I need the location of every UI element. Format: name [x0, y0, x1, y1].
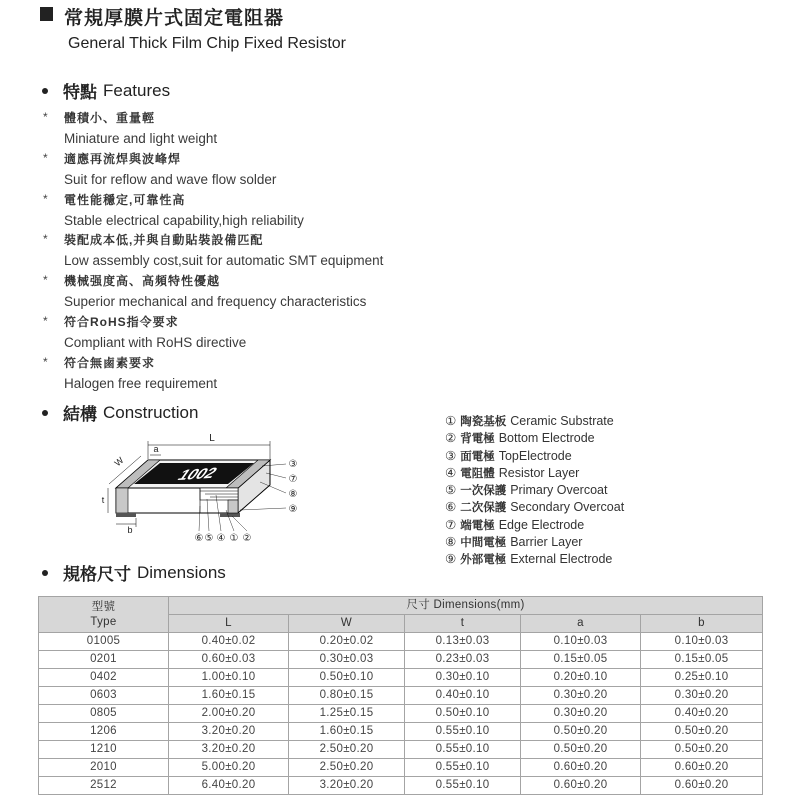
dimension-cell: 0.50±0.20 — [521, 741, 641, 759]
dimension-cell: 0.30±0.10 — [405, 669, 521, 687]
features-heading — [42, 78, 170, 103]
table-row — [39, 687, 763, 705]
dimension-cell: 0.20±0.02 — [289, 633, 405, 651]
legend-number: ② — [445, 431, 457, 446]
table-row — [39, 633, 763, 651]
dimension-cell: 0.40±0.20 — [641, 705, 763, 723]
type-cell: 2010 — [39, 759, 169, 777]
right-end-electrode-front — [228, 500, 238, 513]
dimension-cell: 0.80±0.15 — [289, 687, 405, 705]
table-row — [39, 705, 763, 723]
legend-item — [445, 534, 582, 550]
left-end-electrode-front — [116, 488, 128, 513]
feature-marker: * — [43, 354, 48, 369]
legend-item — [445, 448, 572, 464]
legend-number: ④ — [445, 465, 457, 480]
type-cell: 2512 — [39, 777, 169, 795]
column-header-a: a — [521, 615, 641, 633]
legend-label-en: External Electrode — [510, 552, 613, 566]
dimension-cell: 2.00±0.20 — [169, 705, 289, 723]
dimension-cell: 0.30±0.03 — [289, 651, 405, 669]
legend-label-zh: 一次保護 — [460, 485, 507, 497]
dimensions-group-header: 尺寸 Dimensions(mm) — [169, 597, 763, 615]
dimensions-heading-en: Dimensions — [137, 562, 226, 582]
type-cell: 0402 — [39, 669, 169, 687]
dimension-cell: 0.15±0.05 — [521, 651, 641, 669]
legend-item — [445, 413, 614, 429]
table-row — [39, 669, 763, 687]
legend-label-en: Barrier Layer — [510, 534, 583, 549]
right-callouts — [289, 459, 298, 515]
type-cell: 0805 — [39, 705, 169, 723]
feature-text-en: Halogen free requirement — [64, 375, 218, 391]
type-cell: 1206 — [39, 723, 169, 741]
dimension-cell: 0.60±0.20 — [521, 759, 641, 777]
page-title-en: General Thick Film Chip Fixed Resistor — [68, 35, 347, 52]
type-cell: 0603 — [39, 687, 169, 705]
right-bottom-electrode — [220, 513, 240, 517]
feature-marker: * — [43, 191, 48, 206]
callout-number: ③ — [288, 459, 298, 470]
feature-text-en: Stable electrical capability,high reliability — [64, 212, 304, 228]
dimensions-table-body — [39, 633, 763, 795]
dimension-cell: 1.25±0.15 — [289, 705, 405, 723]
feature-text-zh: 體積小、重量輕 — [64, 111, 156, 125]
legend-label-en: Secondary Overcoat — [510, 500, 625, 515]
feature-marker: * — [43, 273, 48, 288]
dimension-cell: 0.55±0.10 — [405, 777, 521, 795]
callout-number: ② — [242, 533, 252, 544]
legend-label-en: Resistor Layer — [498, 465, 580, 480]
table-row — [39, 741, 763, 759]
dim-label-L: L — [209, 433, 215, 444]
feature-text-en: Miniature and light weight — [64, 131, 218, 146]
feature-text-en: Low assembly cost,suit for automatic SMT equipment — [64, 253, 384, 269]
page-title-zh: 常規厚膜片式固定電阻器 — [64, 8, 285, 29]
features-heading-zh: 特點 — [63, 83, 97, 102]
dimension-cell: 1.60±0.15 — [169, 687, 289, 705]
dim-label-t: t — [101, 495, 105, 505]
dimension-cell: 0.50±0.10 — [289, 669, 405, 687]
column-header-W: W — [289, 615, 405, 633]
legend-label-zh: 外部電極 — [460, 554, 507, 566]
legend-label-en: Ceramic Substrate — [510, 414, 614, 428]
dimension-cell: 0.40±0.02 — [169, 633, 289, 651]
dimension-cell: 5.00±0.20 — [169, 759, 289, 777]
feature-text-zh: 符合無鹵素要求 — [64, 355, 156, 370]
bullet-icon — [42, 88, 48, 94]
title-square-icon — [40, 7, 53, 21]
chip-construction-diagram — [90, 425, 310, 550]
legend-number: ⑤ — [445, 483, 457, 497]
dimension-cell: 0.50±0.10 — [405, 705, 521, 723]
dimension-cell: 0.30±0.20 — [641, 687, 763, 705]
dimension-cell: 2.50±0.20 — [289, 741, 405, 759]
dimension-cell: 1.00±0.10 — [169, 669, 289, 687]
dimension-cell: 0.55±0.10 — [405, 741, 521, 759]
legend-label-zh: 背電極 — [460, 433, 495, 446]
construction-heading — [42, 400, 198, 425]
dimension-cell: 0.23±0.03 — [405, 651, 521, 669]
feature-text-en: Compliant with RoHS directive — [64, 335, 247, 350]
feature-marker: * — [43, 232, 48, 247]
dimension-cell: 1.60±0.15 — [289, 723, 405, 741]
dimension-cell: 0.30±0.20 — [521, 705, 641, 723]
dimension-cell: 0.50±0.20 — [641, 741, 763, 759]
dimension-cell: 0.60±0.20 — [641, 777, 763, 795]
callout-number: ① — [229, 533, 239, 544]
dim-label-W: W — [112, 455, 126, 469]
dimension-cell: 0.60±0.03 — [169, 651, 289, 669]
legend-number: ③ — [445, 448, 457, 463]
legend-number: ① — [445, 414, 457, 428]
type-header-en: Type — [90, 615, 117, 628]
bullet-icon — [42, 570, 48, 576]
legend-item — [445, 482, 607, 498]
callout-number: ⑤ — [204, 533, 214, 544]
dimension-cell: 0.50±0.20 — [521, 723, 641, 741]
dimension-cell: 0.13±0.03 — [405, 633, 521, 651]
legend-item — [445, 517, 584, 533]
table-row — [39, 777, 763, 795]
callout-number: ⑧ — [288, 489, 298, 500]
legend-number: ⑦ — [445, 517, 457, 532]
legend-item — [445, 430, 595, 446]
legend-item — [445, 551, 612, 567]
type-cell: 1210 — [39, 741, 169, 759]
legend-label-en: Bottom Electrode — [498, 431, 595, 446]
dimension-cell: 3.20±0.20 — [169, 741, 289, 759]
dimension-cell: 0.15±0.05 — [641, 651, 763, 669]
chip-marking: 1002 — [173, 463, 222, 484]
leader-line — [240, 508, 286, 510]
feature-marker: * — [43, 150, 48, 165]
feature-text-zh: 電性能穩定,可靠性高 — [64, 192, 186, 207]
type-column-header — [39, 597, 169, 633]
legend-label-zh: 端電極 — [460, 519, 495, 532]
feature-text-zh: 適應再流焊與波峰焊 — [64, 151, 182, 166]
type-cell: 0201 — [39, 651, 169, 669]
leader-line — [232, 516, 247, 531]
dimension-cell: 0.40±0.10 — [405, 687, 521, 705]
dimension-cell: 6.40±0.20 — [169, 777, 289, 795]
feature-text-zh: 裝配成本低,并與自動貼裝設備匹配 — [64, 233, 264, 248]
construction-heading-zh: 結構 — [63, 405, 97, 424]
dimension-cell: 0.25±0.10 — [641, 669, 763, 687]
legend-label-zh: 陶瓷基板 — [460, 416, 507, 428]
legend-label-zh: 電阻體 — [460, 467, 495, 480]
dimension-cell: 0.10±0.03 — [521, 633, 641, 651]
feature-text-zh: 機械强度高、高頻特性優越 — [64, 274, 221, 289]
table-row — [39, 759, 763, 777]
callout-number: ④ — [216, 533, 226, 544]
callout-number: ⑦ — [288, 474, 298, 485]
legend-label-zh: 中間電極 — [460, 536, 507, 549]
dimensions-heading — [42, 560, 226, 585]
dim-label-a: a — [153, 444, 159, 454]
legend-label-en: TopElectrode — [498, 448, 572, 463]
callout-number: ⑨ — [288, 504, 298, 515]
dimension-cell: 0.10±0.03 — [641, 633, 763, 651]
column-header-L: L — [169, 615, 289, 633]
dimension-cell: 0.55±0.10 — [405, 759, 521, 777]
column-header-b: b — [641, 615, 763, 633]
features-heading-en: Features — [103, 80, 171, 100]
column-header-t: t — [405, 615, 521, 633]
feature-text-en: Suit for reflow and wave flow solder — [64, 171, 277, 187]
type-cell: 01005 — [39, 633, 169, 651]
dimension-cell: 2.50±0.20 — [289, 759, 405, 777]
feature-text-en: Superior mechanical and frequency characteristics — [64, 294, 367, 310]
legend-item — [445, 499, 624, 515]
dimensions-table — [38, 596, 763, 795]
table-row — [39, 651, 763, 669]
feature-marker: * — [43, 314, 48, 328]
dim-label-b: b — [127, 525, 133, 535]
dimension-cell: 3.20±0.20 — [169, 723, 289, 741]
bottom-callouts — [195, 533, 252, 544]
legend-label-en: Primary Overcoat — [510, 483, 608, 497]
dimension-cell: 0.20±0.10 — [521, 669, 641, 687]
legend-label-zh: 二次保護 — [460, 502, 507, 515]
legend-number: ⑧ — [445, 534, 457, 549]
legend-number: ⑥ — [445, 500, 457, 515]
dimension-cell: 0.55±0.10 — [405, 723, 521, 741]
type-header-zh: 型號 — [91, 600, 116, 613]
table-row — [39, 723, 763, 741]
legend-label-zh: 面電極 — [460, 450, 495, 463]
dimension-cell: 0.60±0.20 — [521, 777, 641, 795]
callout-number: ⑥ — [194, 533, 204, 544]
left-bottom-electrode — [116, 513, 136, 517]
dimension-cell: 0.30±0.20 — [521, 687, 641, 705]
dimension-cell: 0.50±0.20 — [641, 723, 763, 741]
legend-item — [445, 465, 579, 481]
dimension-cell: 3.20±0.20 — [289, 777, 405, 795]
construction-heading-en: Construction — [103, 402, 199, 422]
legend-number: ⑨ — [445, 552, 457, 566]
dimension-cell: 0.60±0.20 — [641, 759, 763, 777]
feature-text-zh: 符合RoHS指令要求 — [64, 315, 179, 329]
legend-label-en: Edge Electrode — [498, 517, 585, 532]
feature-marker: * — [43, 110, 48, 124]
bullet-icon — [42, 410, 48, 416]
dimensions-heading-zh: 規格尺寸 — [63, 565, 131, 584]
